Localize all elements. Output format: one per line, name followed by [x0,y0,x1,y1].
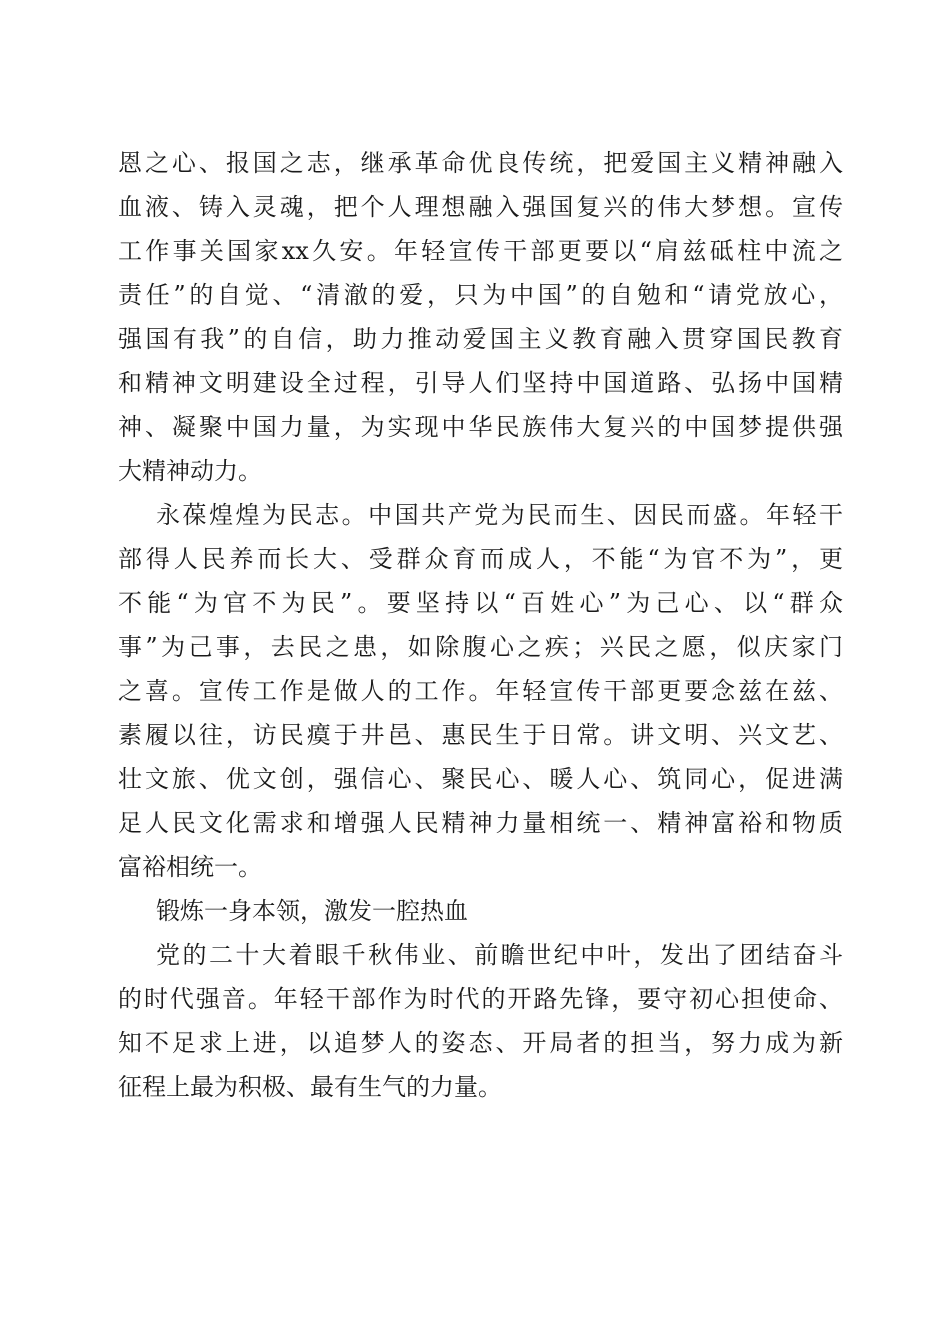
body-text [118,141,843,1109]
paragraph-start-line: 党的二十大着眼千秋伟业、前瞻世纪中叶，发出了团结奋斗 [156,941,843,969]
text-line: 血液、铸入灵魂，把个人理想融入强国复兴的伟大梦想。宣传 [118,193,843,221]
text-line: 之喜。宣传工作是做人的工作。年轻宣传干部更要念兹在兹、 [118,677,843,705]
text-line: 工作事关国家xx久安。年轻宣传干部更要以“肩兹砥柱中流之 [118,237,843,265]
text-line: 事”为己事，去民之患，如除腹心之疾；兴民之愿，似庆家门 [118,633,843,661]
section-heading: 锻炼一身本领，激发一腔热血 [156,897,468,925]
text-line: 足人民文化需求和增强人民精神力量相统一、精神富裕和物质 [118,809,843,837]
text-line: 恩之心、报国之志，继承革命优良传统，把爱国主义精神融入 [118,149,843,177]
text-line: 强国有我”的自信，助力推动爱国主义教育融入贯穿国民教育 [118,325,843,353]
text-line: 富裕相统一。 [118,853,262,881]
paragraph-start-line: 永葆煌煌为民志。中国共产党为民而生、因民而盛。年轻干 [156,501,843,529]
text-line: 知不足求上进，以追梦人的姿态、开局者的担当，努力成为新 [118,1029,843,1057]
text-line: 神、凝聚中国力量，为实现中华民族伟大复兴的中国梦提供强 [118,413,843,441]
text-line: 素履以往，访民瘼于井邑、惠民生于日常。讲文明、兴文艺、 [118,721,843,749]
text-line: 和精神文明建设全过程，引导人们坚持中国道路、弘扬中国精 [118,369,843,397]
text-line: 壮文旅、优文创，强信心、聚民心、暖人心、筑同心，促进满 [118,765,843,793]
text-line: 的时代强音。年轻干部作为时代的开路先锋，要守初心担使命、 [118,985,843,1013]
text-line: 不能“为官不为民”。要坚持以“百姓心”为己心、以“群众 [118,589,843,617]
text-line: 征程上最为积极、最有生气的力量。 [118,1073,502,1101]
text-line: 大精神动力。 [118,457,262,485]
text-line: 责任”的自觉、“清澈的爱，只为中国”的自勉和“请党放心， [118,281,843,309]
text-line: 部得人民养而长大、受群众育而成人，不能“为官不为”，更 [118,545,843,573]
